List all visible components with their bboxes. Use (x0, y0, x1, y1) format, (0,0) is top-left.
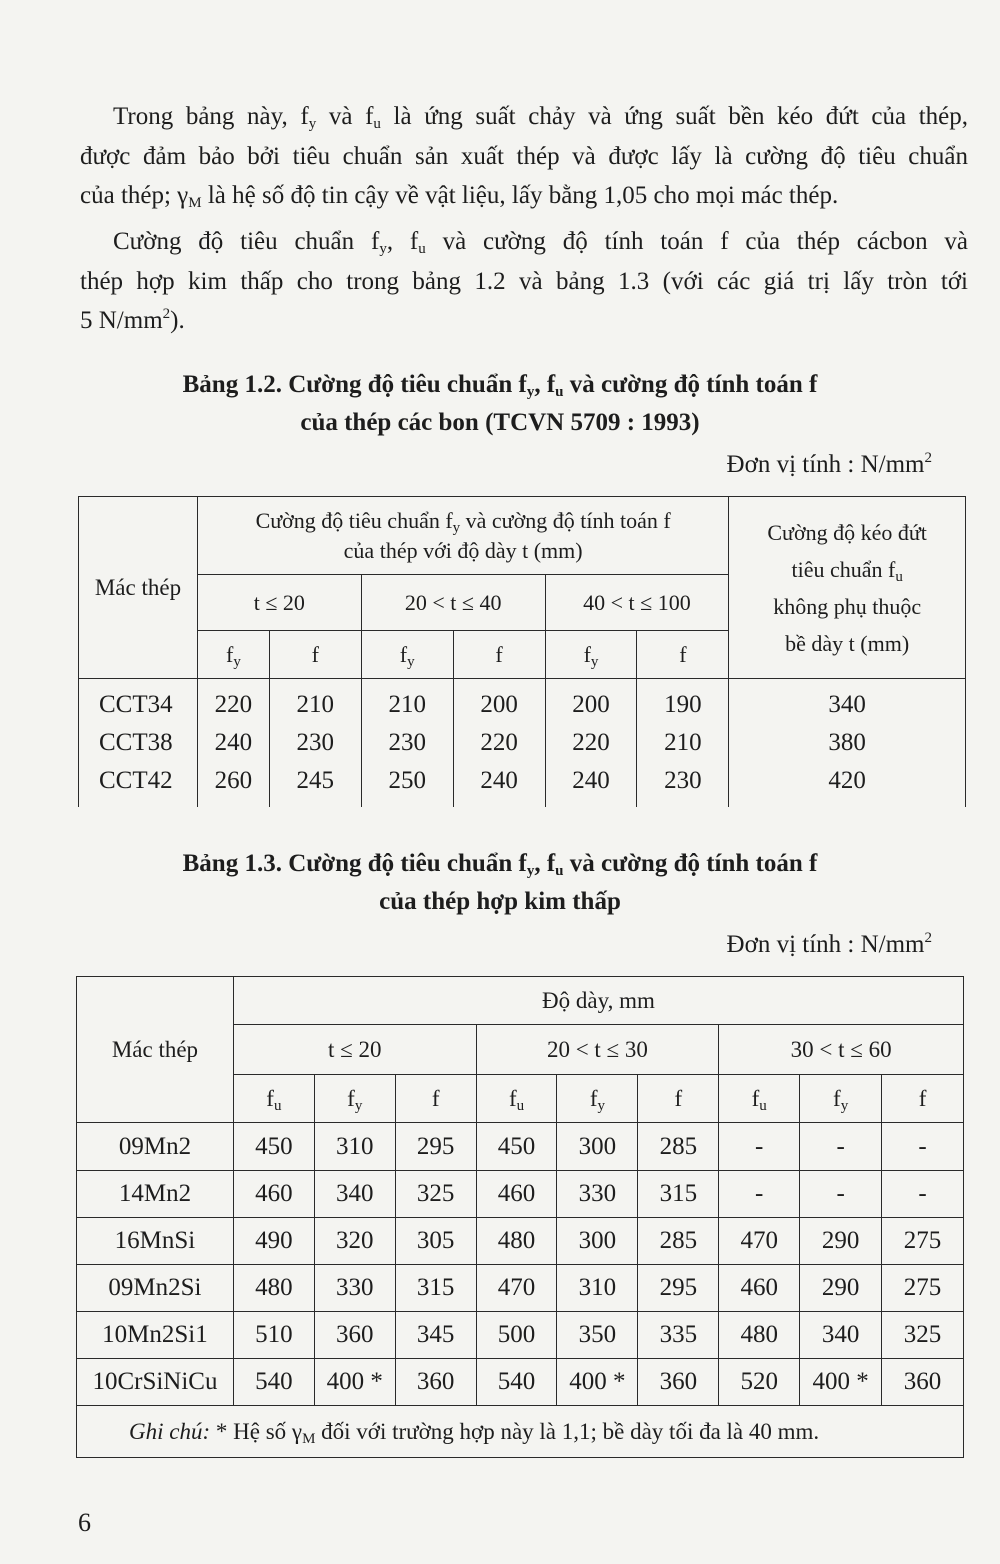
cell-value: 275 (882, 1218, 964, 1265)
cell-value: 295 (638, 1265, 719, 1312)
cell-value: - (882, 1171, 964, 1218)
table-row (79, 723, 966, 763)
cell-value: 230 (637, 763, 729, 807)
table-row (77, 1171, 964, 1218)
cell-value: - (800, 1171, 882, 1218)
cell-mac: 09Mn2 (77, 1123, 234, 1171)
paragraph-line: thép hợp kim thấp cho trong bảng 1.2 và bảng 1.3 (với các giá trị lấy tròn tới (80, 267, 968, 295)
page-number: 6 (78, 1508, 91, 1537)
cell-value: 315 (638, 1171, 719, 1218)
table-row (77, 1359, 964, 1406)
table-row (79, 679, 966, 723)
cell-value: 315 (395, 1265, 476, 1312)
header-range-3: 30 < t ≤ 60 (719, 1025, 964, 1075)
cell-value: 230 (269, 723, 361, 763)
cell-value: 260 (197, 763, 269, 807)
table-1-3-unit: Đơn vị tính : $N/mm^2$ (726, 930, 932, 958)
cell-value: 200 (545, 679, 637, 723)
cell-value: 460 (476, 1171, 557, 1218)
cell-value: 310 (314, 1123, 395, 1171)
intro-paragraph-2 (80, 222, 968, 341)
cell-value: 220 (545, 723, 637, 763)
cell-value: 350 (557, 1312, 638, 1359)
cell-value: 210 (361, 679, 453, 723)
cell-value: 295 (395, 1123, 476, 1171)
cell-value: 330 (314, 1265, 395, 1312)
cell-value: 275 (882, 1265, 964, 1312)
cell-mac: 14Mn2 (77, 1171, 234, 1218)
paragraph-line: 5 $N/mm^2$). (80, 306, 185, 334)
cell-value: - (719, 1171, 800, 1218)
table-note: Ghi chú: * Hệ số $\gamma_M$ đối với trường hợp này là 1,1; bề dày tối đa là 40 mm. (77, 1406, 964, 1458)
paragraph-line: được đảm bảo bởi tiêu chuẩn sản xuất thép và được lấy là cường độ tiêu chuẩn (80, 142, 968, 170)
cell-value: 380 (729, 723, 966, 763)
cell-value: 450 (233, 1123, 314, 1171)
cell-value: 240 (197, 723, 269, 763)
header-f: f (638, 1075, 719, 1123)
header-range-2: 20 < t ≤ 40 (361, 575, 545, 631)
cell-value: - (882, 1123, 964, 1171)
table-row (77, 1218, 964, 1265)
header-fy: $f_y$ (361, 631, 453, 679)
header-f: f (882, 1075, 964, 1123)
cell-value: 290 (800, 1218, 882, 1265)
cell-value: 340 (729, 679, 966, 723)
cell-value: 230 (361, 723, 453, 763)
header-f: f (453, 631, 545, 679)
cell-value: 200 (453, 679, 545, 723)
cell-value: 245 (269, 763, 361, 807)
cell-value: 340 (314, 1171, 395, 1218)
cell-value: 285 (638, 1123, 719, 1171)
cell-mac: 16MnSi (77, 1218, 234, 1265)
note-label: Ghi chú: (129, 1418, 211, 1444)
cell-value: 470 (476, 1265, 557, 1312)
cell-value: 305 (395, 1218, 476, 1265)
caption-line: của thép các bon (TCVN 5709 : 1993) (300, 409, 700, 436)
cell-value: 340 (800, 1312, 882, 1359)
header-tensile-strength: Cường độ kéo đứt tiêu chuẩn $f_u$ không phụ thuộc bề dày t (mm) (729, 497, 966, 679)
table-row (79, 763, 966, 807)
header-fy: $f_y$ (314, 1075, 395, 1123)
cell-value: 325 (882, 1312, 964, 1359)
header-fy: $f_y$ (557, 1075, 638, 1123)
caption-line: Bảng 1.3. Cường độ tiêu chuẩn $f_y$, $f_u$ và cường độ tính toán f (182, 850, 818, 879)
header-f: f (637, 631, 729, 679)
cell-mac: 10Mn2Si1 (77, 1312, 234, 1359)
cell-value: 360 (882, 1359, 964, 1406)
cell-value: 240 (545, 763, 637, 807)
cell-value: 450 (476, 1123, 557, 1171)
caption-line: của thép hợp kim thấp (379, 888, 621, 915)
cell-value: 460 (233, 1171, 314, 1218)
header-mac-thep: Mác thép (77, 977, 234, 1123)
cell-value: 190 (637, 679, 729, 723)
table-row (77, 1265, 964, 1312)
cell-value: 460 (719, 1265, 800, 1312)
header-f: f (269, 631, 361, 679)
cell-value: 400 * (800, 1359, 882, 1406)
cell-value: 210 (269, 679, 361, 723)
paragraph-line: Cường độ tiêu chuẩn $f_y$, $f_u$ và cường độ tính toán f của thép cácbon và (113, 228, 969, 257)
cell-mac: CCT42 (79, 763, 198, 807)
paragraph-line: của thép; $\gamma_M$ là hệ số độ tin cậy về vật liệu, lấy bằng 1,05 cho mọi mác thép. (80, 182, 839, 211)
cell-value: 480 (719, 1312, 800, 1359)
paragraph-line: Trong bảng này, $f_y$ và $f_u$ là ứng suất chảy và ứng suất bền kéo đứt của thép, (113, 103, 968, 132)
cell-value: 300 (557, 1123, 638, 1171)
cell-value: 480 (476, 1218, 557, 1265)
cell-value: 510 (233, 1312, 314, 1359)
cell-mac: 10CrSiNiCu (77, 1359, 234, 1406)
cell-value: 360 (314, 1312, 395, 1359)
cell-value: 220 (197, 679, 269, 723)
header-f: f (395, 1075, 476, 1123)
header-range-2: 20 < t ≤ 30 (476, 1025, 719, 1075)
cell-value: 335 (638, 1312, 719, 1359)
table-1-2-caption (0, 366, 1000, 442)
header-fu: $f_u$ (476, 1075, 557, 1123)
header-standard-strength: Cường độ tiêu chuẩn $f_y$ và cường độ tính toán f của thép với độ dày t (mm) (197, 497, 728, 575)
cell-value: - (719, 1123, 800, 1171)
cell-value: 290 (800, 1265, 882, 1312)
header-fy: $f_y$ (197, 631, 269, 679)
cell-value: 500 (476, 1312, 557, 1359)
table-1-2-unit: Đơn vị tính : $N/mm^2$ (726, 450, 932, 478)
table-row (77, 1312, 964, 1359)
cell-value: 300 (557, 1218, 638, 1265)
header-range-1: t ≤ 20 (197, 575, 361, 631)
cell-value: 540 (476, 1359, 557, 1406)
header-fu: $f_u$ (719, 1075, 800, 1123)
cell-value: 360 (395, 1359, 476, 1406)
cell-value: 420 (729, 763, 966, 807)
header-range-1: t ≤ 20 (233, 1025, 476, 1075)
cell-value: 330 (557, 1171, 638, 1218)
header-fy: $f_y$ (800, 1075, 882, 1123)
table-1-2 (78, 496, 966, 807)
cell-mac: CCT38 (79, 723, 198, 763)
table-row (77, 1123, 964, 1171)
cell-value: 325 (395, 1171, 476, 1218)
cell-value: 320 (314, 1218, 395, 1265)
cell-value: 480 (233, 1265, 314, 1312)
header-mac-thep: Mác thép (79, 497, 198, 679)
cell-value: 360 (638, 1359, 719, 1406)
header-thickness: Độ dày, mm (233, 977, 963, 1025)
header-fy: $f_y$ (545, 631, 637, 679)
header-range-3: 40 < t ≤ 100 (545, 575, 729, 631)
table-1-3-caption (0, 845, 1000, 921)
cell-value: 400 * (557, 1359, 638, 1406)
cell-value: 520 (719, 1359, 800, 1406)
cell-value: 400 * (314, 1359, 395, 1406)
cell-value: 250 (361, 763, 453, 807)
cell-value: 345 (395, 1312, 476, 1359)
cell-value: 470 (719, 1218, 800, 1265)
cell-value: 220 (453, 723, 545, 763)
table-1-3 (76, 976, 964, 1458)
cell-mac: CCT34 (79, 679, 198, 723)
cell-value: 240 (453, 763, 545, 807)
cell-value: 490 (233, 1218, 314, 1265)
cell-value: 310 (557, 1265, 638, 1312)
caption-line: Bảng 1.2. Cường độ tiêu chuẩn $f_y$, $f_u$ và cường độ tính toán f (182, 371, 818, 400)
cell-value: 210 (637, 723, 729, 763)
cell-value: 285 (638, 1218, 719, 1265)
cell-mac: 09Mn2Si (77, 1265, 234, 1312)
intro-paragraph-1 (80, 97, 968, 216)
header-fu: $f_u$ (233, 1075, 314, 1123)
cell-value: 540 (233, 1359, 314, 1406)
cell-value: - (800, 1123, 882, 1171)
